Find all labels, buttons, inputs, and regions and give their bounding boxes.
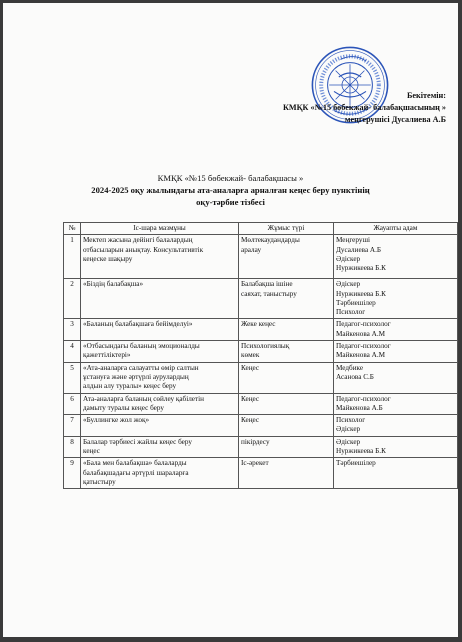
header-form: Жұмыс түрі	[239, 223, 334, 235]
row-form	[239, 436, 334, 458]
row-responsible-line: Асанова С.Б	[336, 372, 374, 381]
row-number: 3	[64, 319, 81, 341]
row-responsible-line: Педагог-психолог	[336, 342, 391, 351]
document-page	[3, 3, 458, 637]
row-content-line: алдын алу туралы» кеңес беру	[83, 382, 177, 391]
row-responsible	[334, 393, 458, 415]
row-form	[239, 279, 334, 319]
row-number: 8	[64, 436, 81, 458]
row-responsible	[334, 279, 458, 319]
row-content	[81, 319, 239, 341]
row-responsible	[334, 436, 458, 458]
row-content	[81, 341, 239, 363]
row-responsible-line: Майкенова А.М	[336, 351, 386, 360]
title-line-3: оқу-тәрбие тізбесі	[196, 197, 265, 207]
row-content-line: қажеттіліктері»	[83, 351, 131, 360]
row-responsible-line: Майкенова А.Б	[336, 403, 383, 412]
document-title	[23, 172, 438, 208]
row-form-line: Кеңес	[241, 363, 260, 372]
table-row	[64, 458, 458, 489]
table-row	[64, 341, 458, 363]
row-responsible-line: Нуржикеева Б.К	[336, 447, 386, 456]
table-row	[64, 235, 458, 279]
row-form-line: Іс-әрекет	[241, 459, 269, 468]
row-form-line: Балабақша ішіне	[241, 280, 293, 289]
row-responsible-line: Әдіскер	[336, 437, 361, 446]
row-content-line: «Біздің балабақша»	[83, 280, 144, 289]
row-form	[239, 235, 334, 279]
approval-block	[196, 90, 446, 126]
row-content	[81, 279, 239, 319]
row-content	[81, 393, 239, 415]
approval-org-line: КМҚК «№15 бөбекжай- балабақшасының »	[282, 103, 446, 112]
row-content-line: кеңес	[83, 447, 100, 456]
row-number: 2	[64, 279, 81, 319]
row-responsible	[334, 235, 458, 279]
row-content-line: кеңеске шақыру	[83, 254, 133, 263]
row-content-line: отбасыларын анықтау. Консультативтік	[83, 245, 204, 254]
row-responsible-line: Дусалиева А.Б	[336, 245, 382, 254]
title-line-1: КМҚК «№15 бөбекжай- балабақшасы »	[157, 173, 304, 183]
row-number: 5	[64, 362, 81, 393]
row-form	[239, 458, 334, 489]
row-responsible-line: Әдіскер	[336, 254, 361, 263]
row-responsible-line: Нуржикеева Б.К	[336, 264, 386, 273]
row-responsible	[334, 341, 458, 363]
row-form	[239, 362, 334, 393]
approval-head-line: меңгерушісі Дусалиева А.Б	[344, 115, 446, 124]
row-content	[81, 235, 239, 279]
row-form-line: Жеке кеңес	[241, 320, 276, 329]
table-row	[64, 362, 458, 393]
row-responsible	[334, 319, 458, 341]
row-content	[81, 415, 239, 437]
row-number: 9	[64, 458, 81, 489]
row-content-line: қатыстыру	[83, 477, 116, 486]
row-responsible-line: Әдіскер	[336, 280, 361, 289]
row-number: 1	[64, 235, 81, 279]
events-table	[63, 222, 458, 489]
row-responsible	[334, 362, 458, 393]
row-content-line: Балалар тәрбиесі жайлы кеңес беру	[83, 437, 192, 446]
title-line-2: 2024-2025 оқу жылындағы ата-аналарға арналған кеңес беру пунктінің	[91, 185, 370, 195]
row-form	[239, 415, 334, 437]
row-responsible-line: Педагог-психолог	[336, 320, 391, 329]
row-form-line: пікірдесу	[241, 437, 270, 446]
row-responsible-line: Майкенова А.М	[336, 329, 386, 338]
row-form	[239, 319, 334, 341]
row-responsible-line: Психолог	[336, 308, 366, 317]
row-responsible	[334, 458, 458, 489]
row-number: 4	[64, 341, 81, 363]
header-responsible: Жауапты адам	[334, 223, 458, 235]
row-content-line: «Отбасындағы баланың эмоционалды	[83, 342, 200, 351]
row-content-line: «Буллингке жол жоқ»	[83, 416, 150, 425]
row-responsible-line: Әдіскер	[336, 425, 361, 434]
row-responsible-line: Тәрбиешілер	[336, 298, 376, 307]
row-content	[81, 436, 239, 458]
row-responsible-line: Тәрбиешілер	[336, 459, 376, 468]
table-row	[64, 319, 458, 341]
row-form-line: саяхат, таныстыру	[241, 289, 297, 298]
row-content	[81, 458, 239, 489]
row-form-line: Психологиялық	[241, 342, 290, 351]
row-responsible-line: Медбике	[336, 363, 364, 372]
row-content	[81, 362, 239, 393]
table-header-row	[64, 223, 458, 235]
row-responsible-line: Меңгеруші	[336, 236, 370, 245]
row-content-line: «Баланың балабақшаға бейімделуі»	[83, 320, 193, 329]
table-row	[64, 436, 458, 458]
row-content-line: дамыту туралы кеңес беру	[83, 403, 164, 412]
row-content-line: ұстануға және әртүрлі аурулардың	[83, 372, 189, 381]
row-content-line: «Ата-аналарға салауатты өмір салтын	[83, 363, 199, 372]
row-form-line: аралау	[241, 245, 262, 254]
row-responsible-line: Нуржикеева Б.К	[336, 289, 386, 298]
approval-label: Бекітемін:	[407, 91, 446, 100]
row-responsible-line: Педагог-психолог	[336, 394, 391, 403]
row-content-line: Ата-аналарға баланың сөйлеу қабілетін	[83, 394, 204, 403]
row-content-line: Мектеп жасына дейінгі балалардың	[83, 236, 193, 245]
header-content: Іс-шара мазмұны	[81, 223, 239, 235]
row-responsible	[334, 415, 458, 437]
row-form-line: Мөлтекаудандарды	[241, 236, 300, 245]
row-form	[239, 341, 334, 363]
row-number: 6	[64, 393, 81, 415]
table-row	[64, 415, 458, 437]
table-row	[64, 393, 458, 415]
row-content-line: «Бала мен балабақша» балаларды	[83, 459, 187, 468]
table-row	[64, 279, 458, 319]
row-form-line: Кеңес	[241, 416, 260, 425]
row-form	[239, 393, 334, 415]
header-number: №	[64, 223, 81, 235]
row-form-line: көмек	[241, 351, 260, 360]
row-form-line: Кеңес	[241, 394, 260, 403]
row-content-line: балабақшадағы әртүрлі шараларға	[83, 468, 189, 477]
row-number: 7	[64, 415, 81, 437]
row-responsible-line: Психолог	[336, 416, 366, 425]
